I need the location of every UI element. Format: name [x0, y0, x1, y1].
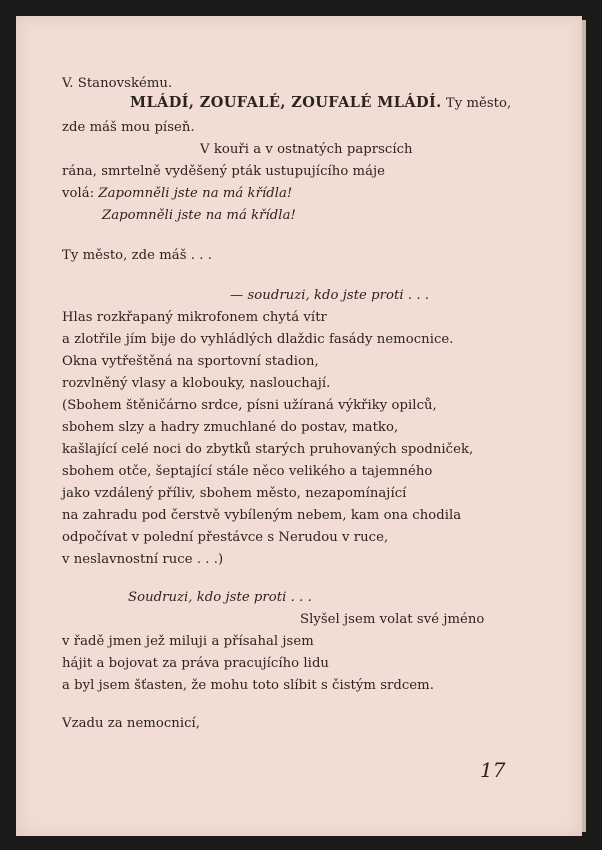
poem-line-5 [62, 186, 292, 201]
stanza-line: Okna vytřeštěná na sportovní stadion, [62, 354, 319, 369]
dedication: V. Stanovskému. [62, 76, 173, 91]
poem-line-6: Zapomněli jste na má křídla! [102, 208, 296, 223]
poem-line-1 [130, 94, 511, 111]
poem-line-23: v řadě jmen jež miluji a přísahal jsem [62, 634, 314, 649]
poem-line-2: zde máš mou píseň. [62, 120, 195, 135]
poem-line-21: Soudruzi, kdo jste proti . . . [128, 590, 312, 605]
page-edge [582, 20, 586, 832]
poem-line-22: Slyšel jsem volat své jméno [300, 612, 485, 627]
poem-line-26: Vzadu za nemocnicí, [62, 716, 201, 731]
stanza-line: Hlas rozkřapaný mikrofonem chytá vítr [62, 310, 327, 325]
poem-line-3: V kouři a v ostnatých paprscích [200, 142, 413, 157]
stanza-line: (Sbohem štěničárno srdce, písni užíraná výkřiky opilců, [62, 398, 437, 413]
poem-line-25: a byl jsem šťasten, že mohu toto slíbit s čistým srdcem. [62, 678, 434, 693]
poem-line-24: hájit a bojovat za práva pracujícího lidu [62, 656, 329, 671]
poem-text [16, 16, 582, 836]
stanza-line: jako vzdálený příliv, sbohem město, nezapomínající [62, 486, 407, 501]
stanza-line: sbohem otče, šeptající stále něco velikého a tajemného [62, 464, 433, 479]
poem-line-5-prefix: volá: [62, 186, 99, 201]
stanza-line: odpočívat v polední přestávce s Nerudou v ruce, [62, 530, 389, 545]
poem-line-5-italic: Zapomněli jste na má křídla! [98, 186, 293, 201]
poem-line-7: Ty město, zde máš . . . [62, 248, 212, 263]
stanza-line: a zlotřile jím bije do vyhládlých dlaždic fasády nemocnice. [62, 332, 454, 347]
book-page [16, 16, 582, 836]
poem-line-8 [230, 288, 429, 303]
poem-line-8-italic: soudruzi, kdo jste proti . . . [247, 288, 430, 303]
stanza-line: na zahradu pod čerstvě vybíleným nebem, kam ona chodila [62, 508, 462, 523]
stanza-line: kašlající celé noci do zbytků starých pruhovaných spodniček, [62, 442, 474, 457]
stanza-line: v neslavnostní ruce . . .) [62, 552, 224, 567]
page-number: 17 [480, 758, 506, 782]
stanza-line: sbohem slzy a hadry zmuchlané do postav, matko, [62, 420, 399, 435]
stanza-line: rozvlněný vlasy a klobouky, naslouchají. [62, 376, 331, 391]
poem-line-8-dash: — [230, 288, 248, 303]
poem-line-1-rest: Ty město, [441, 96, 512, 111]
poem-line-1-caps: MLÁDÍ, ZOUFALÉ, ZOUFALÉ MLÁDÍ. [130, 94, 442, 111]
poem-line-4: rána, smrtelně vyděšený pták ustupujícího máje [62, 164, 386, 179]
